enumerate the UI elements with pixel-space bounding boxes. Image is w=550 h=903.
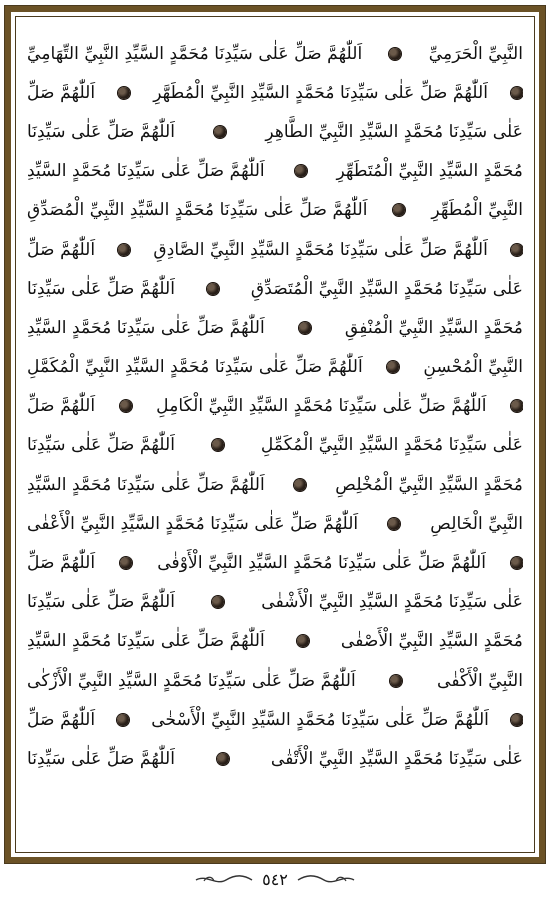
prayer-text-segment: اَللّٰهُمَّ صَلِّ عَلٰى سَيِّدِنَا مُحَمَّدٍ السَّيِّدِ النَّبِيِّ الْأَعْفٰى bbox=[27, 513, 359, 534]
text-line bbox=[27, 269, 523, 308]
separator-dot-icon bbox=[393, 204, 405, 216]
text-line bbox=[27, 426, 523, 465]
separator-dot-icon bbox=[120, 557, 132, 569]
page-number: ٥٤٢ bbox=[262, 870, 288, 889]
separator-dot-icon bbox=[214, 126, 226, 138]
prayer-text-segment: اَللّٰهُمَّ صَلِّ bbox=[27, 709, 96, 730]
prayer-text-segment: النَّبِيِّ الْخَالِصِ bbox=[430, 513, 523, 534]
separator-dot-icon bbox=[120, 400, 132, 412]
separator-dot-icon bbox=[117, 714, 129, 726]
separator-dot-icon bbox=[118, 244, 130, 256]
text-line bbox=[27, 543, 523, 582]
text-block bbox=[27, 34, 523, 843]
text-line bbox=[27, 661, 523, 700]
prayer-text-segment: اَللّٰهُمَّ صَلِّ bbox=[27, 82, 96, 103]
prayer-text-segment: اَللّٰهُمَّ صَلِّ bbox=[27, 553, 96, 574]
separator-dot-icon bbox=[511, 244, 523, 256]
footer-ornament-left-icon bbox=[194, 872, 254, 888]
text-line bbox=[27, 739, 523, 778]
prayer-text-segment: اَللّٰهُمَّ صَلِّ bbox=[27, 239, 96, 260]
separator-dot-icon bbox=[511, 557, 523, 569]
text-line bbox=[27, 583, 523, 622]
text-line bbox=[27, 73, 523, 112]
prayer-text-segment: اَللّٰهُمَّ صَلِّ عَلٰى سَيِّدِنَا مُحَمَّدٍ السَّيِّدِ النَّبِيِّ الْمُطَهَّرِ bbox=[153, 82, 488, 103]
prayer-text-segment: اَللّٰهُمَّ صَلِّ عَلٰى سَيِّدِنَا مُحَمَّدٍ السَّيِّدِ bbox=[27, 474, 265, 495]
prayer-text-segment: اَللّٰهُمَّ صَلِّ عَلٰى سَيِّدِنَا bbox=[27, 278, 175, 299]
prayer-text-segment: عَلٰى سَيِّدِنَا مُحَمَّدٍ السَّيِّدِ النَّبِيِّ الطَّاهِرِ bbox=[265, 121, 523, 142]
prayer-text-segment: عَلٰى سَيِّدِنَا مُحَمَّدٍ السَّيِّدِ النَّبِيِّ الْأَتْقٰى bbox=[270, 748, 523, 769]
separator-dot-icon bbox=[217, 753, 229, 765]
text-line bbox=[27, 387, 523, 426]
text-line bbox=[27, 34, 523, 73]
separator-dot-icon bbox=[212, 439, 224, 451]
prayer-text-segment: النَّبِيِّ الْمُطَهِّرِ bbox=[431, 200, 523, 221]
separator-dot-icon bbox=[511, 714, 523, 726]
prayer-text-segment: اَللّٰهُمَّ صَلِّ عَلٰى سَيِّدِنَا مُحَمَّدٍ السَّيِّدِ النَّبِيِّ الْأَوْفٰى bbox=[157, 553, 486, 574]
separator-dot-icon bbox=[511, 87, 523, 99]
prayer-text-segment: النَّبِيِّ الْأَكْفٰى bbox=[437, 670, 523, 691]
separator-dot-icon bbox=[294, 479, 306, 491]
text-line bbox=[27, 465, 523, 504]
prayer-text-segment: اَللّٰهُمَّ صَلِّ عَلٰى سَيِّدِنَا bbox=[27, 748, 175, 769]
prayer-text-segment: اَللّٰهُمَّ صَلِّ عَلٰى سَيِّدِنَا bbox=[27, 435, 175, 456]
prayer-text-segment: اَللّٰهُمَّ صَلِّ عَلٰى سَيِّدِنَا مُحَمَّدٍ السَّيِّدِ النَّبِيِّ الْمُكَمَّلِ bbox=[27, 357, 363, 378]
page-footer bbox=[0, 870, 550, 889]
separator-dot-icon bbox=[207, 283, 219, 295]
text-line bbox=[27, 112, 523, 151]
page-frame bbox=[5, 6, 545, 863]
prayer-text-segment: عَلٰى سَيِّدِنَا مُحَمَّدٍ السَّيِّدِ النَّبِيِّ الْمُتَصَدِّقِ bbox=[250, 278, 523, 299]
prayer-text-segment: مُحَمَّدٍ السَّيِّدِ النَّبِيِّ الْأَصْفٰى bbox=[340, 631, 523, 652]
prayer-text-segment: اَللّٰهُمَّ صَلِّ عَلٰى سَيِّدِنَا مُحَمَّدٍ السَّيِّدِ النَّبِيِّ الصَّادِقِ bbox=[153, 239, 488, 260]
prayer-text-segment: النَّبِيِّ الْحَرَمِيِّ bbox=[428, 43, 523, 64]
prayer-text-segment: اَللّٰهُمَّ صَلِّ bbox=[27, 396, 96, 417]
separator-dot-icon bbox=[387, 361, 399, 373]
prayer-text-segment: اَللّٰهُمَّ صَلِّ عَلٰى سَيِّدِنَا مُحَمَّدٍ السَّيِّدِ النَّبِيِّ الْأَسْخٰى bbox=[151, 709, 489, 730]
prayer-text-segment: اَللّٰهُمَّ صَلِّ عَلٰى سَيِّدِنَا مُحَمَّدٍ السَّيِّدِ النَّبِيِّ الْأَزْكٰى bbox=[27, 670, 356, 691]
text-line bbox=[27, 348, 523, 387]
text-line bbox=[27, 308, 523, 347]
prayer-text-segment: اَللّٰهُمَّ صَلِّ عَلٰى سَيِّدِنَا مُحَمَّدٍ السَّيِّدِ bbox=[27, 631, 265, 652]
prayer-text-segment: مُحَمَّدٍ السَّيِّدِ النَّبِيِّ الْمُنْفِقِ bbox=[344, 317, 523, 338]
prayer-text-segment: عَلٰى سَيِّدِنَا مُحَمَّدٍ السَّيِّدِ النَّبِيِّ الْمُكَمِّلِ bbox=[260, 435, 523, 456]
separator-dot-icon bbox=[118, 87, 130, 99]
text-line bbox=[27, 152, 523, 191]
separator-dot-icon bbox=[297, 635, 309, 647]
prayer-text-segment: اَللّٰهُمَّ صَلِّ عَلٰى سَيِّدِنَا مُحَمَّدٍ السَّيِّدِ النَّبِيِّ الْمُصَدِّقِ bbox=[27, 200, 368, 221]
separator-dot-icon bbox=[388, 518, 400, 530]
text-line bbox=[27, 700, 523, 739]
prayer-text-segment: اَللّٰهُمَّ صَلِّ عَلٰى سَيِّدِنَا bbox=[27, 592, 175, 613]
separator-dot-icon bbox=[299, 322, 311, 334]
text-line bbox=[27, 191, 523, 230]
prayer-text-segment: مُحَمَّدٍ السَّيِّدِ النَّبِيِّ الْمُخْلِصِ bbox=[335, 474, 523, 495]
separator-dot-icon bbox=[511, 400, 523, 412]
prayer-text-segment: اَللّٰهُمَّ صَلِّ عَلٰى سَيِّدِنَا bbox=[27, 121, 175, 142]
footer-ornament-right-icon bbox=[296, 872, 356, 888]
text-line bbox=[27, 504, 523, 543]
separator-dot-icon bbox=[295, 165, 307, 177]
separator-dot-icon bbox=[390, 675, 402, 687]
prayer-text-segment: اَللّٰهُمَّ صَلِّ عَلٰى سَيِّدِنَا مُحَمَّدٍ السَّيِّدِ النَّبِيِّ الْكَامِلِ bbox=[156, 396, 487, 417]
prayer-text-segment: اَللّٰهُمَّ صَلِّ عَلٰى سَيِّدِنَا مُحَمَّدٍ السَّيِّدِ bbox=[27, 317, 265, 338]
prayer-text-segment: اَللّٰهُمَّ صَلِّ عَلٰى سَيِّدِنَا مُحَمَّدٍ السَّيِّدِ النَّبِيِّ التِّهَامِيِّ bbox=[27, 43, 363, 64]
separator-dot-icon bbox=[212, 596, 224, 608]
text-line bbox=[27, 230, 523, 269]
separator-dot-icon bbox=[389, 48, 401, 60]
prayer-text-segment: عَلٰى سَيِّدِنَا مُحَمَّدٍ السَّيِّدِ النَّبِيِّ الْأَشْفٰى bbox=[261, 592, 523, 613]
prayer-text-segment: مُحَمَّدٍ السَّيِّدِ النَّبِيِّ الْمُتَطَهِّرِ bbox=[336, 161, 523, 182]
prayer-text-segment: اَللّٰهُمَّ صَلِّ عَلٰى سَيِّدِنَا مُحَمَّدٍ السَّيِّدِ bbox=[27, 161, 265, 182]
text-line bbox=[27, 622, 523, 661]
prayer-text-segment: النَّبِيِّ الْمُحْسِنِ bbox=[423, 357, 523, 378]
